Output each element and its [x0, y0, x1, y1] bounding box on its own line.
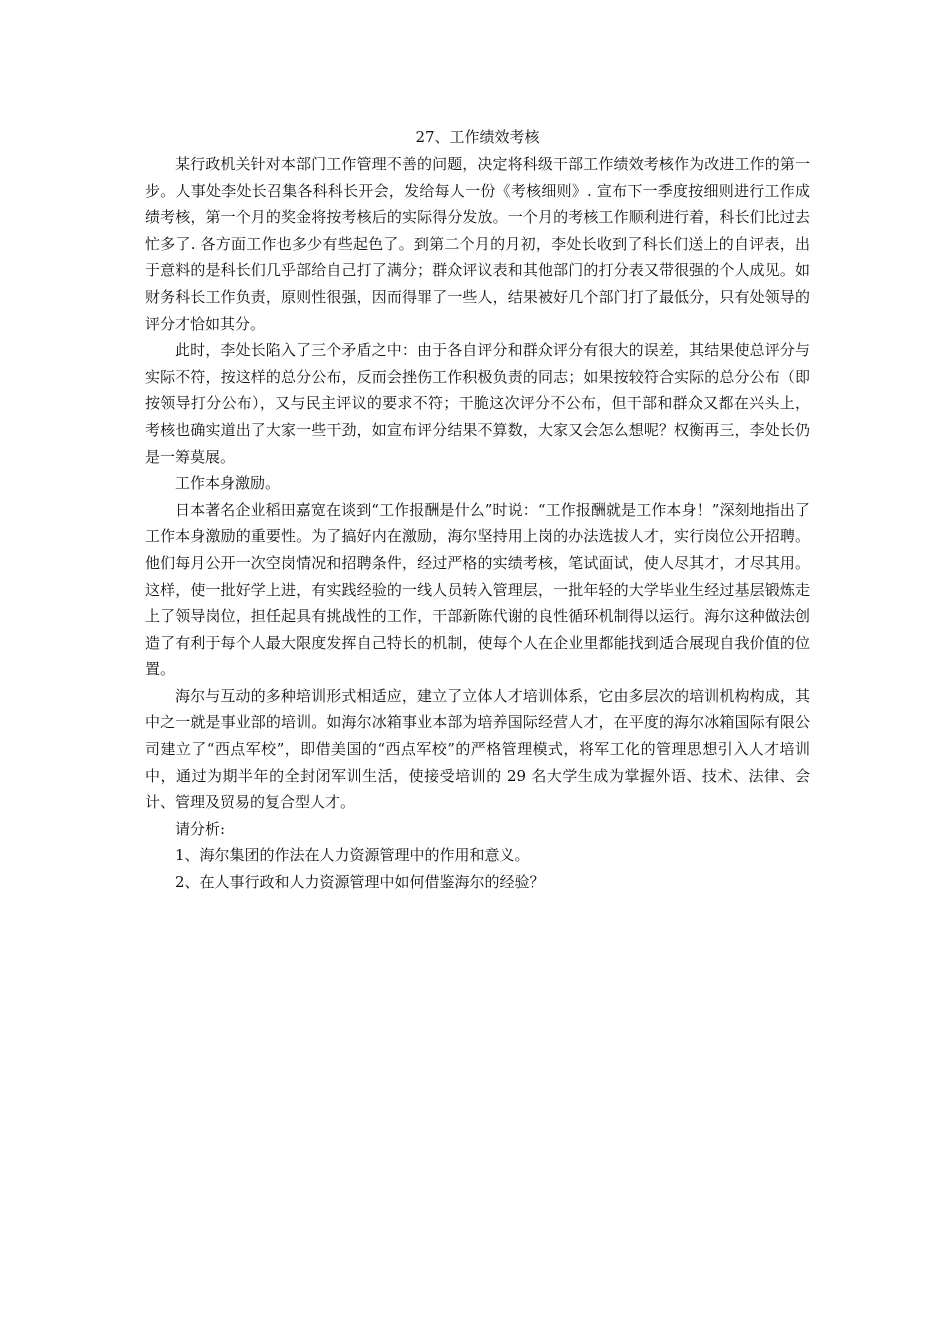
case-paragraph-1: 某行政机关针对本部门工作管理不善的问题，决定将科级干部工作绩效考核作为改进工作的第一步。人事处李处长召集各科科长开会，发给每人一份《考核细则》. 宣布下一季度按细则进行工作成绩考核，第一个月的奖金将按考核后的实际得分发放。一个月的考核工作顺利进行着，科长们比过去忙多了. 各方面工作也多少有些起色了。到第二个月的月初，李处长收到了科长们送上的自评表，出于意料的是科长们几乎部给自己打了满分；群众评议表和其他部门的打分表又带很强的个人成见。如财务科长工作负责，原则性很强，因而得罪了一些人，结果被好几个部门打了最低分，只有处领导的评分才恰如其分。 — [145, 155, 810, 333]
section-heading: 工作本身激励。 — [175, 474, 281, 493]
question-item-2: 2、在人事行政和人力资源管理中如何借鉴海尔的经验？ — [175, 873, 545, 892]
section-paragraph-2: 海尔与互动的多种培训形式相适应，建立了立体人才培训体系，它由多层次的培训机构构成，其中之一就是事业部的培训。如海尔冰箱事业本部为培养国际经营人才，在平度的海尔冰箱国际有限公司建立了“西点军校”，即借美国的“西点军校”的严格管理模式，将军工化的管理思想引入人才培训中，通过为期半年的全封闭军训生活，使接受培训的 29 名大学生成为掌握外语、技术、法律、会计、管理及贸易的复合型人才。 — [145, 686, 810, 812]
document-title: 27、工作绩效考核 — [415, 128, 540, 146]
case-paragraph-2: 此时，李处长陷入了三个矛盾之中：由于各自评分和群众评分有很大的误差，其结果使总评分与实际不符，按这样的总分公布，反而会挫伤工作积极负责的同志；如果按较符合实际的总分公布（即按领导打分公布），又与民主评议的要求不符；干脆这次评分不公布，但干部和群众又都在兴头上，考核也确实道出了大家一些干劲，如宣布评分结果不算数，大家又会怎么想呢？权衡再三，李处长仍是一筹莫展。 — [145, 341, 810, 466]
question-list — [145, 842, 810, 895]
question-item-1: 1、海尔集团的作法在人力资源管理中的作用和意义。 — [175, 846, 530, 865]
analysis-prompt: 请分析: — [175, 819, 226, 838]
document-body — [145, 124, 810, 896]
section-paragraph-1: 日本著名企业稻田嘉宽在谈到“工作报酬是什么”时说：“工作报酬就是工作本身！”深刻地指出了工作本身激励的重要性。为了搞好内在激励，海尔坚持用上岗的办法选拔人才，实行岗位公开招聘。他们每月公开一次空岗情况和招聘条件，经过严格的实绩考核，笔试面试，使人尽其才，才尽其用。这样，使一批好学上进，有实践经验的一线人员转入管理层，一批年轻的大学毕业生经过基层锻炼走上了领导岗位，担任起具有挑战性的工作，干部新陈代谢的良性循环机制得以运行。海尔这种做法创造了有利于每个人最大限度发挥自己特长的机制，使每个人在企业里都能找到适合展现自我价值的位置。 — [145, 500, 810, 679]
